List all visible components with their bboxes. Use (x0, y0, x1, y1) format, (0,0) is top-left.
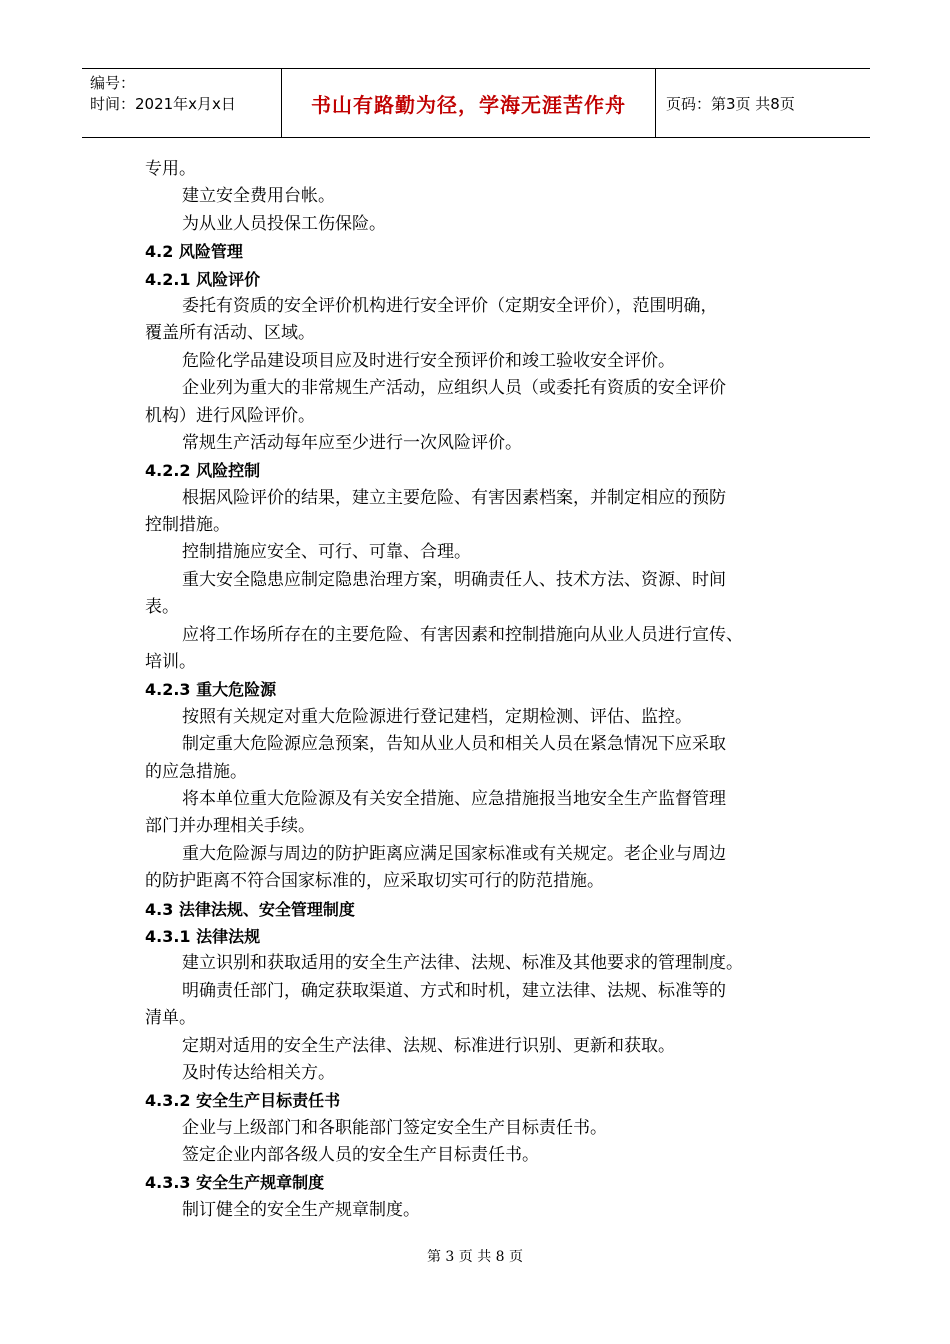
body-text-line: 重大危险源与周边的防护距离应满足国家标准或有关规定。老企业与周边 (182, 843, 726, 864)
header-time-label: 时间：2021年x月x日 (90, 95, 236, 113)
header-page-info: 页码：第3页 共8页 (666, 94, 795, 113)
body-text-line: 根据风险评价的结果，建立主要危险、有害因素档案，并制定相应的预防 (182, 487, 726, 508)
header-number-label: 编号： (90, 74, 136, 92)
body-text-line: 应将工作场所存在的主要危险、有害因素和控制措施向从业人员进行宣传、 (182, 624, 743, 645)
body-text-line: 委托有资质的安全评价机构进行安全评价（定期安全评价），范围明确， (182, 295, 718, 316)
body-text-line: 培训。 (145, 652, 196, 673)
body-text-line: 重大安全隐患应制定隐患治理方案，明确责任人、技术方法、资源、时间 (182, 569, 726, 590)
body-text-line: 机构）进行风险评价。 (145, 405, 315, 426)
body-text-line: 常规生产活动每年应至少进行一次风险评价。 (182, 432, 522, 453)
body-text-line: 的防护距离不符合国家标准的，应采取切实可行的防范措施。 (145, 871, 604, 892)
section-heading: 4.3.1 法律法规 (145, 926, 261, 946)
body-text-line: 控制措施。 (145, 515, 230, 536)
body-text-line: 签定企业内部各级人员的安全生产目标责任书。 (182, 1145, 539, 1166)
body-text-line: 制订健全的安全生产规章制度。 (182, 1199, 420, 1220)
section-heading: 4.3.2 安全生产目标责任书 (145, 1091, 341, 1111)
body-text-line: 控制措施应安全、可行、可靠、合理。 (182, 542, 471, 563)
section-heading: 4.2.3 重大危险源 (145, 680, 277, 700)
section-heading: 4.2.2 风险控制 (145, 461, 261, 481)
body-text-line: 建立识别和获取适用的安全生产法律、法规、标准及其他要求的管理制度。 (182, 953, 743, 974)
body-text-line: 清单。 (145, 1008, 196, 1029)
body-text-line: 及时传达给相关方。 (182, 1062, 335, 1083)
body-text-line: 按照有关规定对重大危险源进行登记建档，定期检测、评估、监控。 (182, 706, 692, 727)
body-text-line: 的应急措施。 (145, 761, 247, 782)
body-text-line: 表。 (145, 597, 179, 618)
body-text-line: 定期对适用的安全生产法律、法规、标准进行识别、更新和获取。 (182, 1035, 675, 1056)
section-heading: 4.2.1 风险评价 (145, 269, 261, 289)
body-text-line: 专用。 (145, 159, 196, 179)
body-text-line: 企业与上级部门和各职能部门签定安全生产目标责任书。 (182, 1117, 607, 1138)
body-text-line: 建立安全费用台帐。 (182, 186, 335, 207)
body-text-line: 危险化学品建设项目应及时进行安全预评价和竣工验收安全评价。 (182, 350, 675, 371)
section-heading: 4.3 法律法规、安全管理制度 (145, 899, 355, 919)
body-text-line: 制定重大危险源应急预案，告知从业人员和相关人员在紧急情况下应采取 (182, 734, 726, 755)
header-motto: 书山有路勤为径，学海无涯苦作舟 (282, 69, 656, 137)
body-text-line: 将本单位重大危险源及有关安全措施、应急措施报当地安全生产监督管理 (182, 788, 726, 809)
document-body (145, 156, 820, 1224)
header-meta (82, 69, 282, 137)
body-text-line: 企业列为重大的非常规生产活动，应组织人员（或委托有资质的安全评价 (182, 378, 726, 399)
body-text-line: 为从业人员投保工伤保险。 (182, 213, 386, 234)
page-footer: 第 3 页 共 8 页 (426, 1249, 524, 1265)
body-text-line: 部门并办理相关手续。 (145, 816, 315, 837)
body-text-line: 明确责任部门，确定获取渠道、方式和时机，建立法律、法规、标准等的 (182, 980, 726, 1001)
page-header (82, 68, 870, 138)
section-heading: 4.3.3 安全生产规章制度 (145, 1173, 325, 1193)
body-text-line: 覆盖所有活动、区域。 (145, 323, 315, 344)
section-heading: 4.2 风险管理 (145, 242, 243, 262)
